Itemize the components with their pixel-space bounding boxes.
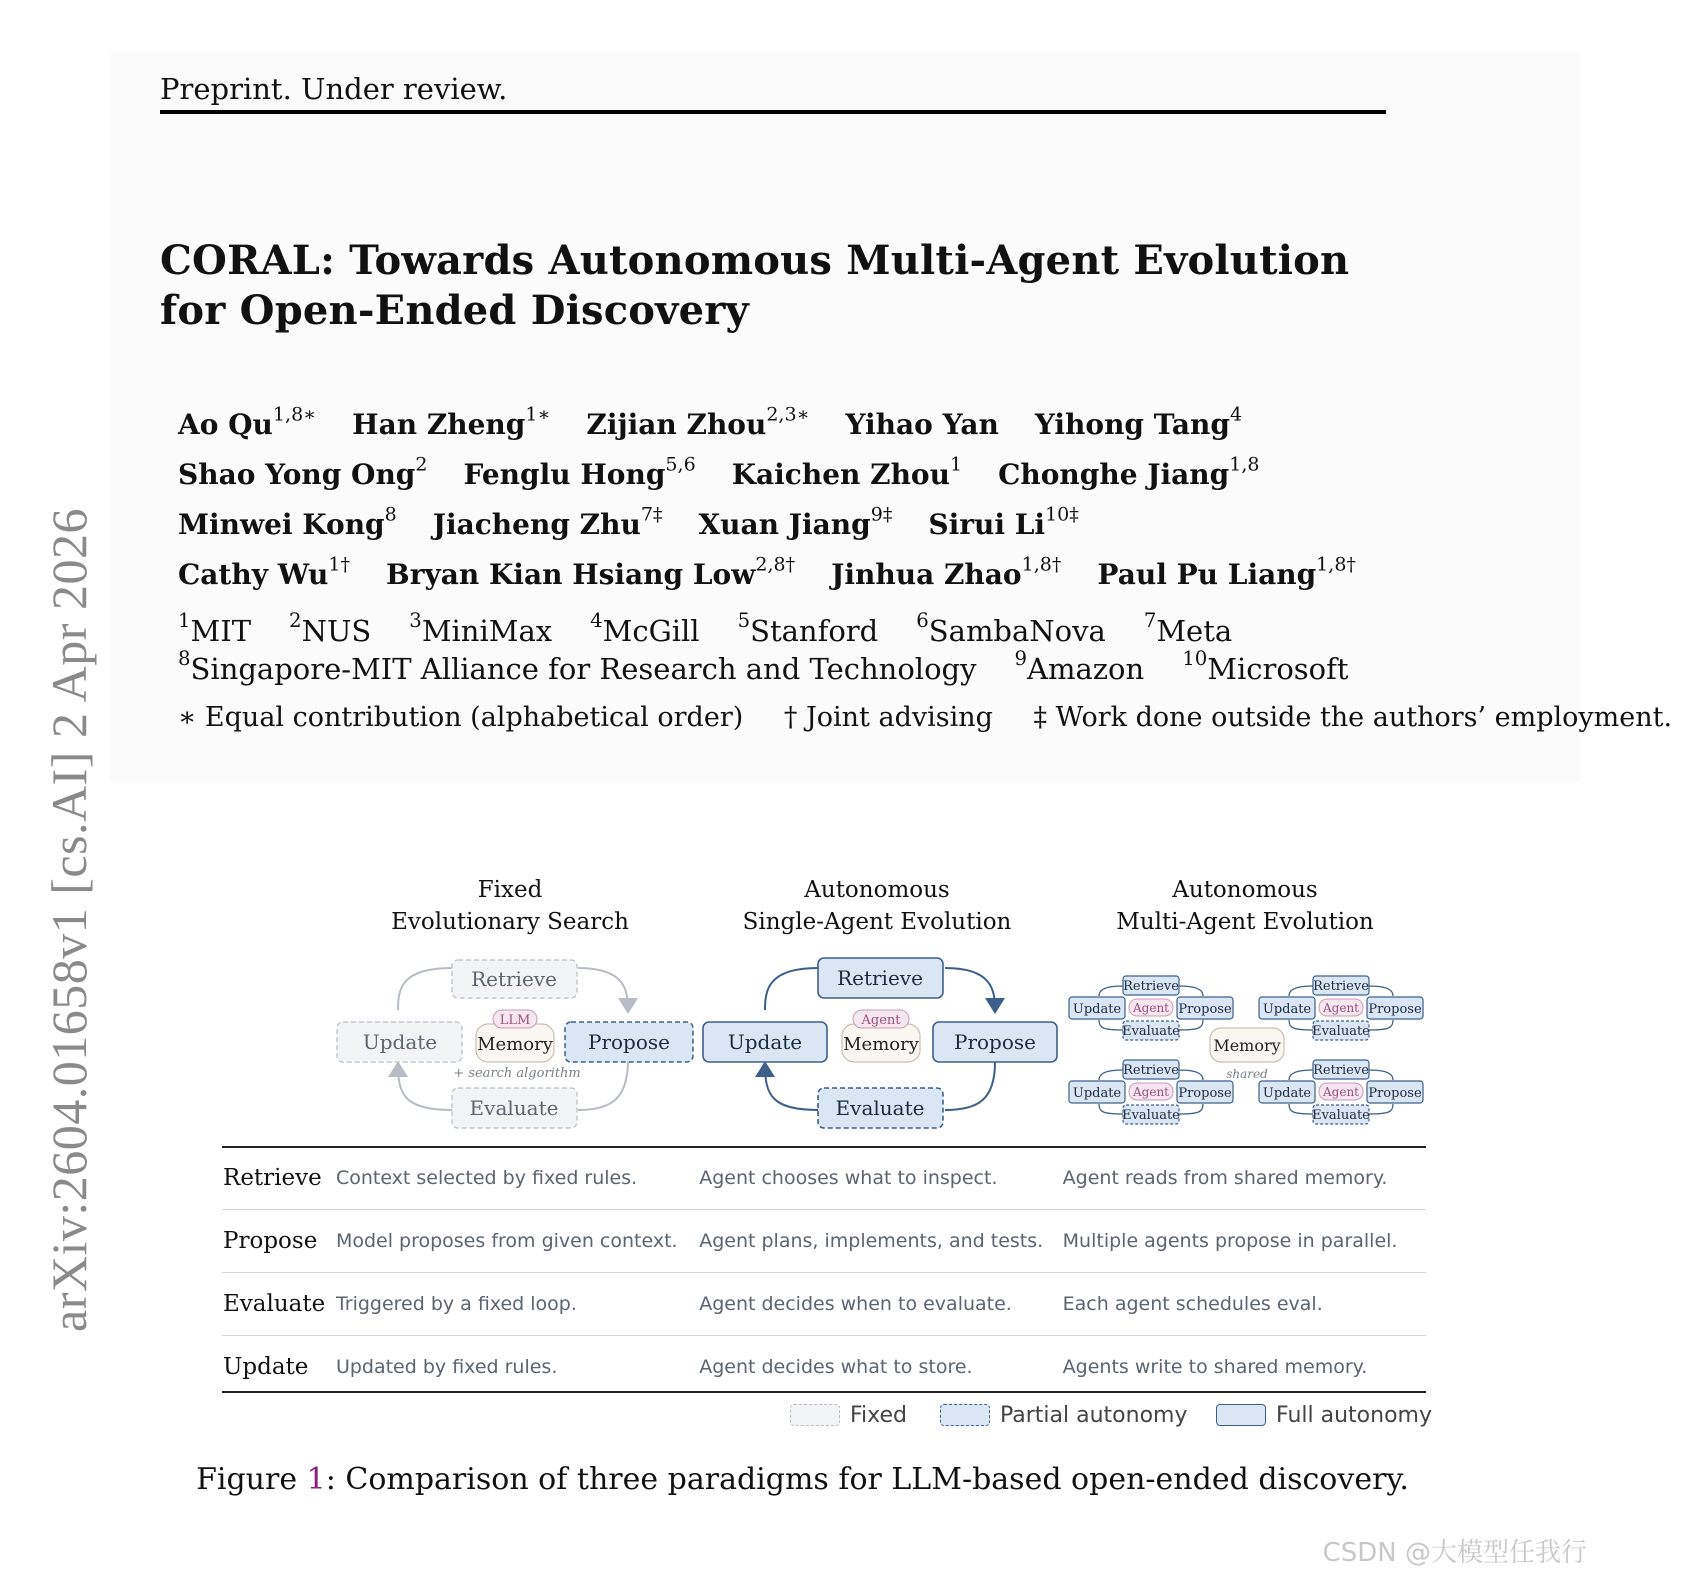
affiliation: $^1$MIT bbox=[178, 609, 252, 648]
author-name: Jiacheng Zhu$^{7\ddagger}$ bbox=[432, 503, 663, 541]
author-affiliation-marker: 10‡ bbox=[1045, 503, 1079, 526]
running-header: Preprint. Under review. bbox=[160, 72, 508, 106]
loop-arrow bbox=[1289, 986, 1313, 996]
shared-label: shared bbox=[1226, 1067, 1268, 1081]
figure-caption bbox=[0, 1462, 1605, 1497]
tag-label: Agent bbox=[1323, 1001, 1359, 1015]
loop-arrow bbox=[1099, 1104, 1123, 1114]
table-cell: Triggered by a fixed loop. bbox=[336, 1273, 699, 1336]
legend-full-autonomy bbox=[1216, 1400, 1432, 1430]
node-label: Propose bbox=[587, 1030, 671, 1054]
tag-label: Agent bbox=[861, 1013, 901, 1028]
arxiv-identifier: arXiv:2604.01658v1 [cs.AI] 2 Apr 2026 bbox=[41, 508, 97, 1332]
author-name: Fenglu Hong$^{5,6}$ bbox=[463, 453, 696, 491]
affiliation-number: 4 bbox=[590, 609, 603, 633]
caption-prefix: Figure bbox=[196, 1462, 307, 1497]
table-cell: Agent plans, implements, and tests. bbox=[699, 1210, 1062, 1273]
node-label: Memory bbox=[1213, 1036, 1281, 1055]
tag-label: Agent bbox=[1133, 1001, 1169, 1015]
author-name: Yihong Tang$^4$ bbox=[1034, 403, 1243, 441]
node-label: Retrieve bbox=[1313, 1063, 1369, 1078]
loop-arrow bbox=[1289, 1020, 1313, 1030]
affiliation: $^6$SambaNova bbox=[916, 609, 1106, 648]
author-affiliation-marker: 8 bbox=[384, 503, 397, 526]
author-affiliation-marker: 9‡ bbox=[870, 503, 893, 526]
single-agent-diagram bbox=[703, 958, 1057, 1128]
affiliation: $^7$Meta bbox=[1143, 609, 1233, 648]
table-cell: Each agent schedules eval. bbox=[1063, 1273, 1426, 1336]
table-cell: Multiple agents propose in parallel. bbox=[1063, 1210, 1426, 1273]
node-label: Retrieve bbox=[1123, 1063, 1179, 1078]
node-label: Propose bbox=[1368, 1086, 1422, 1101]
tag-label: Agent bbox=[1323, 1085, 1359, 1099]
row-label: Update bbox=[222, 1336, 336, 1399]
node-label: Update bbox=[1262, 1002, 1312, 1017]
loop-arrow bbox=[1179, 1070, 1203, 1080]
node-label: Evaluate bbox=[469, 1096, 559, 1120]
affiliation-number: 7 bbox=[1143, 609, 1157, 633]
affiliation: $^9$Amazon bbox=[1014, 647, 1145, 686]
agent-cluster bbox=[1069, 976, 1233, 1040]
author-affiliation-marker: 2 bbox=[415, 453, 428, 476]
loop-arrow bbox=[1099, 1070, 1123, 1080]
row-label: Evaluate bbox=[222, 1273, 336, 1336]
loop-arrow bbox=[1289, 1104, 1313, 1114]
affiliation-number: 1 bbox=[178, 609, 191, 633]
affiliation-number: 9 bbox=[1014, 647, 1028, 671]
node-label: Update bbox=[1262, 1086, 1312, 1101]
node-label: Evaluate bbox=[1312, 1108, 1370, 1123]
loop-arrow bbox=[578, 1060, 628, 1110]
node-label: Retrieve bbox=[1313, 979, 1369, 994]
loop-arrow bbox=[945, 1062, 995, 1110]
csdn-watermark: CSDN @大模型任我行 bbox=[1322, 1538, 1587, 1568]
author-affiliation-marker: 1,8† bbox=[1316, 553, 1356, 576]
affiliation-number: 10 bbox=[1182, 647, 1208, 671]
author-affiliation-marker: 7‡ bbox=[640, 503, 663, 526]
affiliation: $^5$Stanford bbox=[737, 609, 879, 648]
legend-label: Fixed bbox=[850, 1402, 908, 1428]
author-affiliation-marker: 1,8 bbox=[1229, 453, 1260, 476]
author-name: Sirui $Li^{10\ddagger}$ bbox=[928, 503, 1079, 541]
search-algorithm-note: + search algorithm bbox=[453, 1066, 581, 1081]
column-heading-line: Autonomous bbox=[1172, 877, 1318, 903]
legend-label: Partial autonomy bbox=[1000, 1402, 1188, 1428]
author-name: Yihao Yan bbox=[845, 408, 999, 441]
author-name: Han Zheng$^{1∗}$ bbox=[352, 403, 551, 441]
loop-arrow bbox=[1099, 1020, 1123, 1030]
tag-label: Agent bbox=[1133, 1085, 1169, 1099]
table-cell: Context selected by fixed rules. bbox=[335, 1167, 638, 1189]
author-name: Ao $Qu^{1,8∗}$ bbox=[178, 403, 317, 441]
note-equal-contribution: ∗ Equal contribution (alphabetical order) bbox=[178, 702, 744, 733]
table-cell: Agent decides what to store. bbox=[699, 1336, 1062, 1399]
author-name: Xuan Jiang$^{9\ddagger}$ bbox=[698, 503, 893, 541]
affiliation-number: 6 bbox=[916, 609, 929, 633]
legend-label: Full autonomy bbox=[1276, 1402, 1432, 1428]
agent-cluster bbox=[1259, 1060, 1423, 1124]
title-line-2: for Open-Ended Discovery bbox=[160, 287, 749, 334]
loop-arrow bbox=[1179, 986, 1203, 996]
affiliation-number: 5 bbox=[737, 609, 751, 633]
node-label: Update bbox=[362, 1030, 438, 1054]
loop-arrow bbox=[398, 968, 452, 1010]
loop-arrow bbox=[1099, 986, 1123, 996]
column-heading-line: Fixed bbox=[477, 877, 543, 903]
node-label: Propose bbox=[953, 1030, 1037, 1054]
column-heading-line: Single-Agent Evolution bbox=[742, 909, 1012, 935]
loop-arrow bbox=[945, 968, 995, 1010]
legend-fixed bbox=[790, 1400, 907, 1430]
legend-partial-autonomy bbox=[940, 1400, 1188, 1430]
node-label: Retrieve bbox=[471, 967, 557, 991]
loop-arrow bbox=[1369, 986, 1393, 996]
author-affiliation-marker: 1,8† bbox=[1021, 553, 1062, 576]
node-label: Update bbox=[1072, 1086, 1122, 1101]
author-name: Jinhua Zhao$^{1,8\dagger}$ bbox=[831, 553, 1062, 591]
node-label: Memory bbox=[477, 1034, 553, 1055]
table-cell: Agents write to shared memory. bbox=[1063, 1336, 1426, 1399]
table-cell: Updated by fixed rules. bbox=[336, 1336, 699, 1399]
paradigm-comparison-table bbox=[222, 1147, 1426, 1398]
node-label: Propose bbox=[1178, 1086, 1232, 1101]
legend-swatch-fixed bbox=[790, 1404, 840, 1426]
table-row bbox=[222, 1210, 1426, 1273]
legend-swatch-full bbox=[1216, 1404, 1266, 1426]
table-row bbox=[222, 1147, 1426, 1210]
author-name: Paul Pu Liang$^{1,8\dagger}$ bbox=[1097, 553, 1356, 591]
author-affiliation-marker: 4 bbox=[1230, 403, 1243, 426]
loop-arrow bbox=[765, 1065, 818, 1110]
author-affiliation-marker: 2,3∗ bbox=[766, 403, 810, 426]
loop-arrow bbox=[578, 968, 628, 1010]
figure-number-link[interactable]: 1 bbox=[306, 1462, 326, 1497]
loop-arrow bbox=[1179, 1104, 1203, 1114]
row-label: Retrieve bbox=[223, 1165, 322, 1191]
legend-swatch-partial bbox=[940, 1404, 990, 1426]
loop-arrow bbox=[1289, 1070, 1313, 1080]
author-name: Chonghe Jiang$^{1,8}$ bbox=[998, 453, 1260, 491]
author-name: Bryan Kian Hsiang Low$^{2,8\dagger}$ bbox=[386, 553, 796, 591]
tag-label: LLM bbox=[499, 1013, 531, 1028]
table-cell: Agent chooses what to inspect. bbox=[699, 1167, 998, 1189]
affiliation: $^2$NUS bbox=[289, 609, 372, 648]
note-joint-advising: † Joint advising bbox=[783, 702, 993, 733]
table-cell: Model proposes from given context. bbox=[336, 1210, 699, 1273]
loop-arrow bbox=[1369, 1104, 1393, 1114]
author-affiliation-marker: 5,6 bbox=[665, 453, 696, 476]
node-label: Update bbox=[727, 1030, 803, 1054]
affiliation-number: 2 bbox=[289, 609, 302, 633]
affiliation: $^4$McGill bbox=[590, 609, 700, 648]
agent-cluster bbox=[1259, 976, 1423, 1040]
title-line-1: CORAL: Towards Autonomous Multi-Agent Evolution bbox=[160, 237, 1350, 284]
agent-cluster bbox=[1069, 1060, 1233, 1124]
affiliation-number: 3 bbox=[409, 609, 422, 633]
column-heading-line: Evolutionary Search bbox=[391, 909, 629, 935]
table-bottom-rule bbox=[222, 1391, 1426, 1393]
author-name: Kaichen Zhou$^1$ bbox=[731, 453, 963, 491]
caption-text: : Comparison of three paradigms for LLM-based open-ended discovery. bbox=[325, 1462, 1409, 1497]
fixed-search-diagram bbox=[337, 960, 693, 1128]
author-affiliation-marker: 1† bbox=[328, 553, 351, 576]
node-label: Propose bbox=[1178, 1002, 1232, 1017]
author-name: Shao Yong Ong$^2$ bbox=[178, 453, 428, 491]
multi-agent-diagram bbox=[1069, 976, 1423, 1124]
affiliation: $^8$Singapore-MIT Alliance for Research and Technology bbox=[178, 647, 977, 686]
note-outside-employment: ‡ Work done outside the authors’ employment. bbox=[1033, 702, 1673, 733]
node-label: Update bbox=[1072, 1002, 1122, 1017]
node-label: Memory bbox=[843, 1034, 919, 1055]
loop-arrow bbox=[1369, 1020, 1393, 1030]
author-name: Minwei Kong$^8$ bbox=[178, 503, 397, 541]
author-affiliation-marker: 1 bbox=[949, 453, 963, 476]
affiliation-number: 8 bbox=[178, 647, 191, 671]
column-heading-line: Autonomous bbox=[804, 877, 950, 903]
column-heading-line: Multi-Agent Evolution bbox=[1116, 909, 1374, 935]
table-row bbox=[222, 1336, 1426, 1399]
author-affiliation-marker: 2,8† bbox=[755, 553, 796, 576]
node-label: Retrieve bbox=[1123, 979, 1179, 994]
node-label: Evaluate bbox=[1312, 1024, 1370, 1039]
author-name: Cathy $Wu^{1\dagger}$ bbox=[178, 553, 351, 591]
loop-arrow bbox=[1369, 1070, 1393, 1080]
row-label: Propose bbox=[222, 1210, 336, 1273]
node-label: Retrieve bbox=[837, 966, 923, 990]
table-row bbox=[222, 1273, 1426, 1336]
node-label: Evaluate bbox=[1122, 1024, 1180, 1039]
loop-arrow bbox=[398, 1065, 452, 1110]
affiliation: $^{10}$Microsoft bbox=[1182, 647, 1349, 686]
affiliation: $^3$MiniMax bbox=[409, 609, 553, 648]
node-label: Propose bbox=[1368, 1002, 1422, 1017]
loop-arrow bbox=[765, 968, 818, 1010]
author-affiliation-marker: 1∗ bbox=[525, 403, 551, 426]
node-label: Evaluate bbox=[1122, 1108, 1180, 1123]
node-label: Evaluate bbox=[835, 1096, 925, 1120]
table-cell: Agent reads from shared memory. bbox=[1062, 1167, 1388, 1189]
loop-arrow bbox=[1179, 1020, 1203, 1030]
table-cell: Agent decides when to evaluate. bbox=[699, 1273, 1062, 1336]
author-affiliation-marker: 1,8∗ bbox=[272, 403, 317, 426]
author-name: Zijian Zhou$^{2,3∗}$ bbox=[586, 403, 810, 441]
